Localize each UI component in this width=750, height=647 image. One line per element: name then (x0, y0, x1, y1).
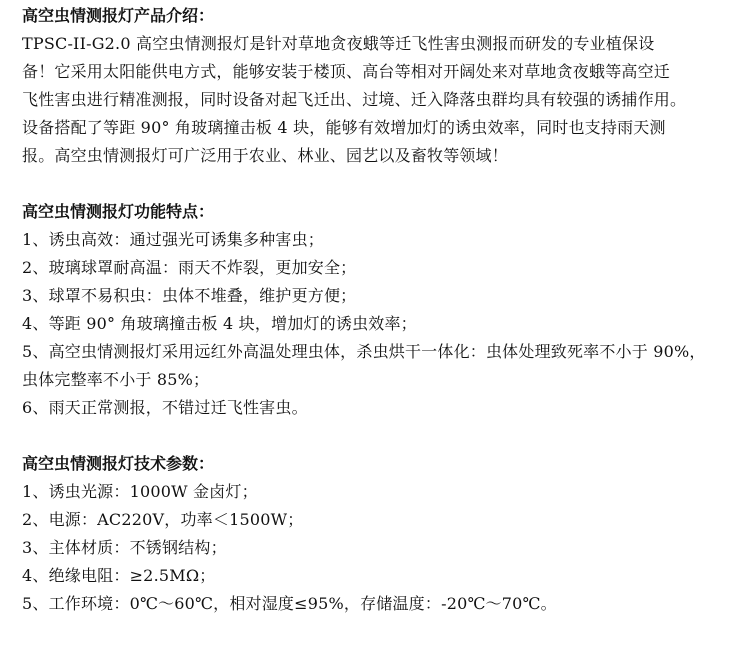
intro-heading: 高空虫情测报灯产品介绍： (22, 6, 215, 25)
features-heading: 高空虫情测报灯功能特点： (22, 202, 215, 221)
specs-list (22, 478, 742, 618)
features-list (22, 226, 742, 422)
spec-item: 4、绝缘电阻：≥2.5MΩ； (22, 566, 216, 585)
feature-item: 5、高空虫情测报灯采用远红外高温处理虫体，杀虫烘干一体化：虫体处理致死率不小于 90%， (22, 342, 706, 361)
feature-item: 2、玻璃球罩耐高温：雨天不炸裂，更加安全； (22, 258, 357, 277)
specs-heading: 高空虫情测报灯技术参数： (22, 454, 215, 473)
intro-line: 备！它采用太阳能供电方式，能够安装于楼顶、高台等相对开阔处来对草地贪夜蛾等高空迁 (22, 62, 671, 81)
feature-item: 1、诱虫高效：通过强光可诱集多种害虫； (22, 230, 324, 249)
product-document (22, 0, 742, 618)
intro-line: TPSC-II-G2.0 高空虫情测报灯是针对草地贪夜蛾等迁飞性害虫测报而研发的专业植保设 (22, 34, 655, 53)
spec-item: 5、工作环境：0℃～60℃，相对湿度≤95%，存储温度：-20℃～70℃。 (22, 594, 557, 613)
spec-item: 3、主体材质：不锈钢结构； (22, 538, 227, 557)
intro-line: 设备搭配了等距 90° 角玻璃撞击板 4 块，能够有效增加灯的诱虫效率，同时也支持雨天测 (22, 118, 666, 137)
feature-item: 3、球罩不易积虫：虫体不堆叠，维护更方便； (22, 286, 357, 305)
intro-paragraph (22, 30, 742, 170)
feature-item: 虫体完整率不小于 85%； (22, 370, 210, 389)
feature-item: 6、雨天正常测报，不错过迁飞性害虫。 (22, 398, 308, 417)
intro-line: 报。高空虫情测报灯可广泛用于农业、林业、园艺以及畜牧等领域！ (22, 146, 509, 165)
spec-item: 1、诱虫光源：1000W 金卤灯； (22, 482, 258, 501)
spec-item: 2、电源：AC220V，功率＜1500W； (22, 510, 304, 529)
feature-item: 4、等距 90° 角玻璃撞击板 4 块，增加灯的诱虫效率； (22, 314, 417, 333)
intro-line: 飞性害虫进行精准测报，同时设备对起飞迁出、过境、迁入降落虫群均具有较强的诱捕作用。 (22, 90, 687, 109)
